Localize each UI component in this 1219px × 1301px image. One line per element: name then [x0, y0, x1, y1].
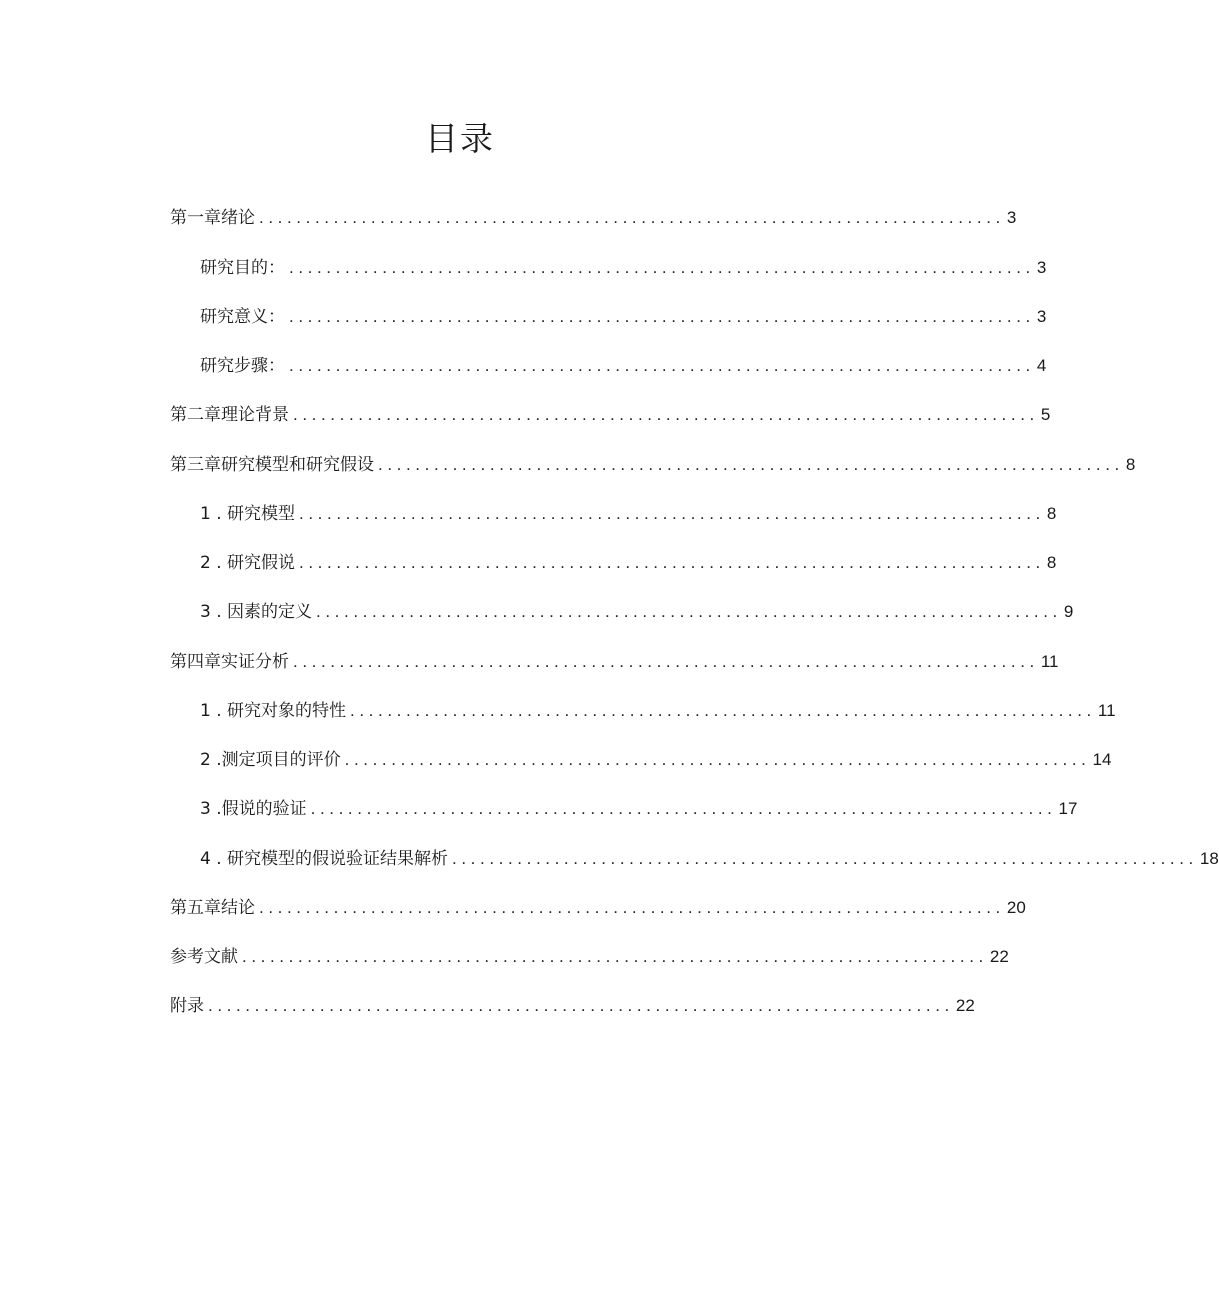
toc-entry-text: 研究步骤： [200, 356, 285, 376]
toc-page-number: 9 [1063, 602, 1074, 622]
toc-page-number: 8 [1046, 503, 1057, 523]
toc-leader-dots: ................................................................................ [289, 257, 1035, 277]
toc-page-number: 3 [1036, 306, 1047, 326]
toc-leader-dots: ................................................................................ [378, 454, 1124, 474]
toc-entry-text: 3 . 因素的定义 [200, 602, 313, 623]
toc-entry[interactable] [170, 629, 1059, 678]
toc-page-number: 11 [1097, 700, 1116, 720]
toc-leader-dots: ................................................................................ [289, 306, 1035, 326]
page-title: 目录 [425, 119, 495, 158]
toc-entry[interactable] [170, 974, 975, 1023]
toc-entry-text: 1 . 研究对象的特性 [200, 700, 347, 721]
toc-page-number: 8 [1125, 454, 1136, 474]
toc-entry[interactable] [170, 826, 1219, 875]
toc-entry[interactable] [170, 285, 1047, 334]
table-of-contents [170, 186, 1219, 1023]
toc-entry[interactable] [170, 728, 1112, 777]
toc-entry[interactable] [170, 531, 1057, 580]
toc-entry-text: 2 .测定项目的评价 [200, 750, 341, 770]
toc-page-number: 20 [1006, 897, 1026, 917]
toc-entry[interactable] [170, 580, 1074, 629]
toc-page-number: 22 [955, 996, 975, 1016]
toc-entry-text: 附录 [170, 996, 204, 1017]
toc-leader-dots: ................................................................................ [259, 208, 1005, 228]
toc-leader-dots: ................................................................................ [293, 651, 1039, 671]
toc-page-number: 5 [1040, 405, 1051, 425]
toc-entry[interactable] [170, 482, 1057, 531]
toc-leader-dots: ................................................................................ [299, 503, 1045, 523]
toc-leader-dots: ................................................................................ [316, 602, 1062, 622]
toc-entry[interactable] [170, 186, 1017, 235]
toc-entry-text: 1 . 研究模型 [200, 503, 296, 524]
toc-leader-dots: ................................................................................ [242, 947, 988, 966]
toc-leader-dots: ................................................................................ [350, 700, 1096, 720]
toc-page-number: 3 [1036, 257, 1047, 277]
toc-entry[interactable] [170, 925, 1009, 974]
toc-entry[interactable] [170, 334, 1047, 383]
toc-entry-text: 研究目的： [200, 257, 285, 278]
toc-entry-text: 第二章理论背景 [170, 405, 289, 426]
toc-entry[interactable] [170, 432, 1136, 481]
toc-entry-text: 第四章实证分析 [170, 651, 289, 672]
toc-page-number: 3 [1006, 208, 1017, 228]
toc-page-number: 22 [989, 947, 1009, 966]
toc-leader-dots: ................................................................................ [289, 356, 1035, 375]
toc-entry-text: 参考文献 [170, 947, 238, 967]
toc-leader-dots: ................................................................................ [293, 405, 1039, 425]
toc-entry-text: 2 . 研究假说 [200, 553, 296, 573]
toc-page-number: 4 [1036, 356, 1047, 375]
toc-page-number: 17 [1058, 799, 1078, 819]
toc-page-number: 18 [1199, 848, 1219, 868]
toc-leader-dots: ................................................................................ [310, 799, 1057, 819]
toc-page-number: 11 [1040, 651, 1059, 671]
toc-entry-text: 4 . 研究模型的假说验证结果解析 [200, 848, 449, 869]
toc-entry-text: 第三章研究模型和研究假设 [170, 454, 374, 475]
toc-entry-text: 第一章绪论 [170, 208, 255, 229]
toc-page-number: 8 [1046, 553, 1057, 572]
toc-entry[interactable] [170, 679, 1116, 728]
toc-entry-text: 第五章结论 [170, 897, 255, 918]
toc-entry[interactable] [170, 383, 1051, 432]
toc-entry[interactable] [170, 777, 1078, 826]
toc-leader-dots: ................................................................................ [299, 553, 1045, 572]
toc-entry-text: 研究意义： [200, 306, 285, 327]
toc-leader-dots: ................................................................................ [344, 750, 1091, 769]
toc-leader-dots: ................................................................................ [452, 848, 1198, 868]
toc-page-number: 14 [1092, 750, 1112, 769]
toc-leader-dots: ................................................................................ [259, 897, 1005, 917]
toc-leader-dots: ................................................................................ [208, 996, 954, 1016]
toc-entry[interactable] [170, 876, 1026, 925]
toc-entry-text: 3 .假说的验证 [200, 799, 307, 820]
toc-entry[interactable] [170, 235, 1047, 284]
